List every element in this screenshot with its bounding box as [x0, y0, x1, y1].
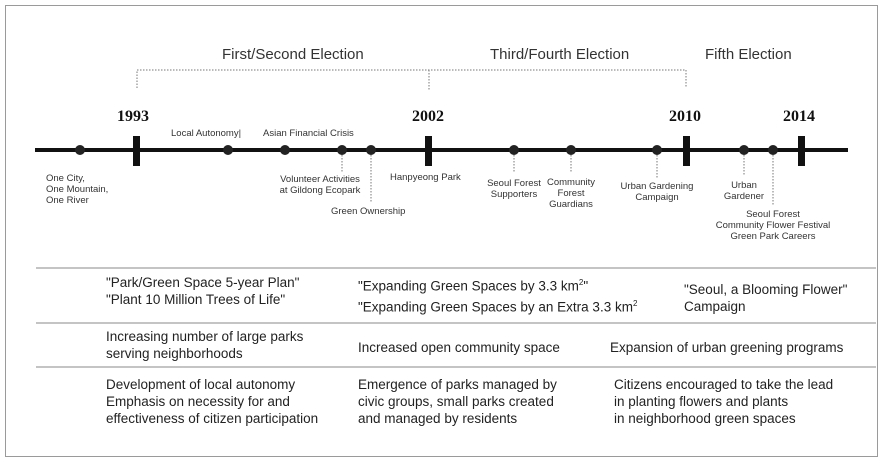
event-urban-gardener: Urban Gardener — [723, 180, 765, 202]
participation-first: Development of local autonomy Emphasis on necessity for and effectiveness of citizen participation — [106, 377, 319, 426]
bracket-left — [137, 70, 686, 88]
event-urban-gardening: Urban Gardening Campaign — [620, 181, 694, 203]
dot-one-city — [75, 145, 85, 155]
event-community-forest: Community Forest Guardians — [546, 177, 596, 210]
year-tick-2010 — [683, 136, 690, 166]
dot-asian-crisis — [280, 145, 290, 155]
participation-third: Citizens encouraged to take the lead in planting flowers and plants in neighborhood green spaces — [614, 377, 834, 426]
event-seoul-forest-supporters: Seoul Forest Supporters — [487, 178, 541, 200]
year-tick-2002 — [425, 136, 432, 166]
era-first-second: First/Second Election — [222, 46, 364, 63]
dot-festival — [768, 145, 778, 155]
dot-seoul-forest — [509, 145, 519, 155]
event-local-autonomy: Local Autonomy| — [171, 128, 242, 139]
era-fifth: Fifth Election — [705, 46, 792, 63]
dot-local-autonomy — [223, 145, 233, 155]
year-2010: 2010 — [669, 108, 701, 125]
outcomes-second: Increased open community space — [358, 340, 560, 355]
year-2014: 2014 — [783, 108, 815, 125]
event-green-ownership: Green Ownership — [331, 206, 406, 217]
plans-third: "Seoul, a Blooming Flower" Campaign — [684, 282, 848, 314]
plans-first: "Park/Green Space 5-year Plan" "Plant 10 Million Trees of Life" — [106, 275, 300, 307]
dot-volunteer — [337, 145, 347, 155]
participation-second: Emergence of parks managed by civic groups, small parks created and managed by residents — [358, 377, 557, 426]
year-tick-2014 — [798, 136, 805, 166]
event-hanpyeong: Hanpyeong Park — [390, 172, 461, 183]
dot-urban-gardener — [739, 145, 749, 155]
event-one-city: One City, One Mountain, One River — [46, 173, 109, 206]
outcomes-first: Increasing number of large parks serving neighborhoods — [106, 329, 304, 361]
year-tick-1993 — [133, 136, 140, 166]
event-asian-crisis: Asian Financial Crisis — [263, 128, 354, 139]
era-brackets — [137, 70, 686, 90]
outcomes-third: Expansion of urban greening programs — [610, 340, 844, 355]
dot-green-ownership — [366, 145, 376, 155]
year-1993: 1993 — [117, 108, 149, 125]
era-third-fourth: Third/Fourth Election — [490, 46, 630, 63]
year-2002: 2002 — [412, 108, 444, 125]
dot-urban-gardening — [652, 145, 662, 155]
event-volunteer: Volunteer Activities at Gildong Ecopark — [279, 174, 361, 196]
plans-second: "Expanding Green Spaces by 3.3 $km^2$" "Expanding Green Spaces by an Extra 3.3 $km^2$ — [358, 278, 638, 314]
dot-community-forest — [566, 145, 576, 155]
event-seoul-forest-festival: Seoul Forest Community Flower Festival Green Park Careers — [715, 209, 831, 242]
